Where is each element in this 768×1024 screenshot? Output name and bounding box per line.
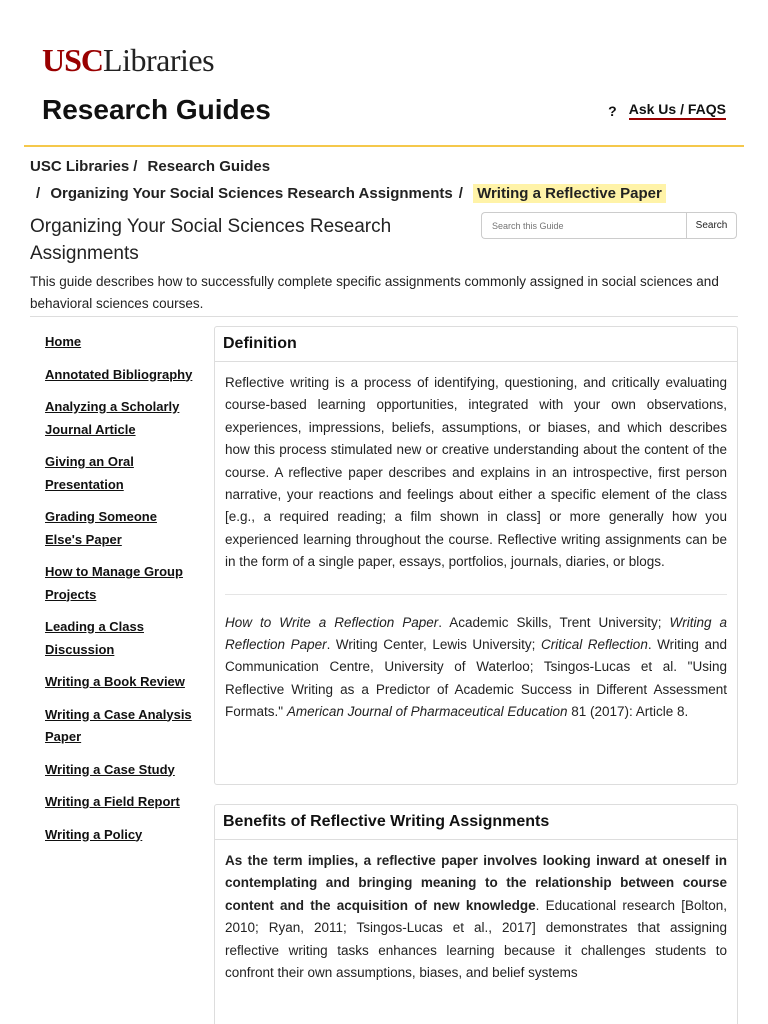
help-links	[608, 101, 726, 120]
benefits-lead: As the term implies, a reflective paper involves looking inward at oneself in contemplating and bringing meaning to the relationship between course content and the acquisition of new knowledge	[225, 853, 727, 913]
breadcrumb-current-page: Writing a Reflective Paper	[473, 184, 666, 203]
citation-source: . Writing and Communication Centre, University of Waterloo; Tsingos-Lucas et al. "Using Reflective Writing as a Predictor of Academic Success in Different Assessment Formats."	[225, 637, 727, 720]
usc-libraries-logo[interactable]	[42, 42, 214, 79]
breadcrumb-item-research-guides[interactable]: Research Guides	[147, 158, 271, 175]
definition-divider	[225, 594, 727, 595]
side-nav-home[interactable]: Home	[45, 334, 82, 349]
side-nav-oral-presentation[interactable]: Giving an Oral Presentation	[45, 454, 134, 492]
breadcrumb-item-guide[interactable]: Organizing Your Social Sciences Research Assignments	[50, 185, 453, 202]
side-nav-book-review[interactable]: Writing a Book Review	[45, 674, 185, 689]
side-nav-grading-paper[interactable]: Grading Someone Else's Paper	[45, 509, 157, 547]
search-button[interactable]: Search	[686, 212, 737, 239]
site-title[interactable]: Research Guides	[42, 94, 271, 125]
ask-us-faqs-link[interactable]: Ask Us / FAQS	[629, 101, 726, 120]
benefits-body	[215, 840, 737, 984]
benefits-paragraph	[225, 850, 727, 984]
search-input[interactable]	[481, 212, 686, 239]
definition-body	[215, 362, 737, 724]
side-nav-policy[interactable]: Writing a Policy	[45, 826, 143, 842]
description-divider	[30, 316, 738, 317]
benefits-text: . Educational research [Bolton, 2010; Ryan, 2011; Tsingos-Lucas et al., 2017] demonstrates that assigning reflective writing tasks enhances learning because it challenges students to confront their own assumptions, biases, and belief systems	[225, 897, 727, 981]
side-nav-case-study[interactable]: Writing a Case Study	[45, 761, 175, 777]
benefits-heading: Benefits of Reflective Writing Assignments	[215, 805, 737, 840]
citation-title: How to Write a Reflection Paper	[225, 614, 439, 630]
guide-title: Organizing Your Social Sciences Research Assignments	[30, 216, 392, 264]
definition-heading: Definition	[215, 327, 737, 362]
breadcrumb	[30, 153, 730, 207]
side-nav-annotated-bibliography[interactable]: Annotated Bibliography	[45, 366, 193, 382]
logo-usc-text: USC	[42, 42, 104, 78]
benefits-box	[214, 804, 738, 1024]
question-mark-icon: ?	[608, 102, 617, 119]
breadcrumb-separator: /	[133, 158, 138, 175]
citation-source: 81 (2017): Article 8.	[567, 704, 689, 720]
header-divider	[24, 145, 744, 147]
definition-box	[214, 326, 738, 785]
definition-citations	[225, 612, 727, 724]
definition-paragraph: Reflective writing is a process of identifying, questioning, and critically evaluating course-based learning opportunities, integrated with your own observations, experiences, impressions, beliefs, assumptions, or biases, and which describes how this process stimulated new or creative understanding about the content of the course. A reflective paper describes and explains in an introspective, first person narrative, your reactions and feelings about either a specific element of the class [e.g., a required reading; a film shown in class] or more generally how you experienced learning throughout the course. Reflective writing assignments can be in the form of a single paper, essays, portfolios, journals, diaries, or blogs.	[225, 375, 727, 570]
breadcrumb-separator: /	[458, 185, 463, 202]
citation-source: . Academic Skills, Trent University;	[438, 614, 670, 630]
side-nav-class-discussion[interactable]: Leading a Class Discussion	[45, 619, 144, 657]
breadcrumb-item-usc-libraries[interactable]: USC Libraries	[30, 158, 130, 175]
side-nav	[45, 331, 195, 856]
logo-libraries-text: Libraries	[103, 42, 215, 78]
citation-title: Writing a Reflection Paper	[225, 614, 727, 653]
side-nav-group-projects[interactable]: How to Manage Group Projects	[45, 564, 183, 602]
citation-journal: American Journal of Pharmaceutical Education	[286, 704, 568, 720]
side-nav-case-analysis[interactable]: Writing a Case Analysis Paper	[45, 706, 192, 744]
citation-source: . Writing Center, Lewis University;	[326, 637, 541, 653]
citation-title: Critical Reflection	[540, 637, 648, 653]
guide-search	[481, 212, 737, 239]
breadcrumb-separator: /	[36, 185, 41, 202]
side-nav-analyzing-journal-article[interactable]: Analyzing a Scholarly Journal Article	[45, 399, 180, 437]
side-nav-field-report[interactable]: Writing a Field Report	[45, 794, 180, 809]
guide-description: This guide describes how to successfully complete specific assignments commonly assigned in social sciences and behavioral sciences courses.	[30, 274, 719, 311]
